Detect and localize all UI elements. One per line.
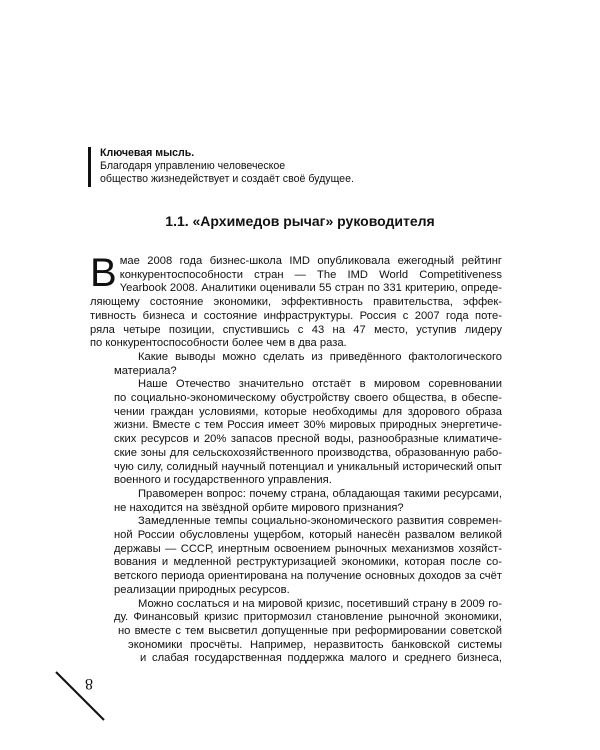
page-number: 8 [85, 675, 93, 692]
text-line: ляющему состояние экономики, эффективность правительства, эффек- [90, 296, 502, 309]
paragraph-2 [90, 351, 502, 378]
text-line: военного и государственного управления. [114, 474, 332, 487]
text-line: материала? [114, 364, 177, 377]
paragraph-1 [90, 251, 502, 351]
text-line: державы — СССР, инертным освоением рыночных механизмов хозяйст- [114, 542, 502, 555]
text-line: ских ресурсов и 20% запасов пресной воды, разнообразные климатиче- [114, 433, 502, 446]
paragraph-4 [90, 488, 502, 515]
text-line: по социально-экономическому обустройству своего общества, в обеспе- [114, 392, 502, 405]
text-line: и слабая государственная поддержка малого и среднего бизнеса, [140, 652, 502, 665]
text-line: ветского периода ориентирована на получение основных доходов за счёт [114, 570, 502, 583]
text-line: по конкурентоспособности более чем в два раза. [90, 337, 347, 350]
text-line: Yearbook 2008. Аналитики оценивали 55 стран по 331 критерию, опреде- [119, 282, 502, 295]
text-line: ряла четыре позиции, спустившись с 43 на 47 место, уступив лидеру [90, 323, 502, 336]
paragraph-3 [90, 378, 502, 488]
text-line: Правомерен вопрос: почему страна, обладающая такими ресурсами, [138, 487, 502, 500]
text-line: ду. Финансовый кризис притормозил становление рыночной экономики, [114, 611, 502, 624]
drop-cap: В [90, 251, 117, 295]
text-line: но вместе с тем высветил допущенные при реформировании советской [118, 624, 502, 637]
text-line: конкурентоспособности стран — The IMD World Competitiveness [119, 268, 502, 281]
text-line: жизни. Вместе с тем Россия имеет 30% мировых природных энергетиче- [114, 419, 502, 432]
text-line: Какие выводы можно сделать из приведённого фактологического [138, 350, 502, 363]
section-title: 1.1. «Архимедов рычаг» руководителя [165, 213, 435, 229]
text-line: мае 2008 года бизнес-школа IMD опубликовала ежегодный рейтинг [119, 255, 502, 267]
text-line: не находится на звёздной орбите мирового признания? [114, 501, 404, 514]
text-line: чении граждан условиями, которые необходимы для здорового образа [114, 405, 502, 418]
text-line: ские зоны для сельскохозяйственного производства, образованную рабо- [114, 446, 502, 459]
paragraph-5 [90, 515, 502, 597]
key-thought-title: Ключевая мысль. [100, 147, 195, 159]
body-text [90, 251, 502, 666]
text-line: ной России обусловлены ущербом, который нанесён развалом великой [114, 529, 502, 542]
text-line: Замедленные темпы социально-экономического развития современ- [138, 515, 502, 528]
text-line: чую силу, солидный научный потенциал и уникальный исторический опыт [114, 460, 502, 473]
text-line: Можно сослаться и на мировой кризис, посетивший страну в 2009 го- [138, 597, 502, 610]
text-line: тивность бизнеса и состояние инфраструктуры. Россия с 2007 года поте- [90, 309, 502, 322]
key-thought-box [88, 147, 460, 187]
text-line: вования и медленной реструктуризацией экономики, которая после со- [114, 556, 502, 569]
paragraph-6 [90, 598, 502, 667]
key-thought-line: общество жизнедействует и создаёт своё будущее. [100, 173, 354, 186]
text-line: реализации природных ресурсов. [114, 583, 290, 596]
key-thought-line: Благодаря управлению человеческое [100, 160, 286, 173]
text-line: экономики просчёты. Например, неразвитость банковской системы [128, 638, 502, 651]
text-line: Наше Отечество значительно отстаёт в мировом соревновании [138, 378, 502, 391]
